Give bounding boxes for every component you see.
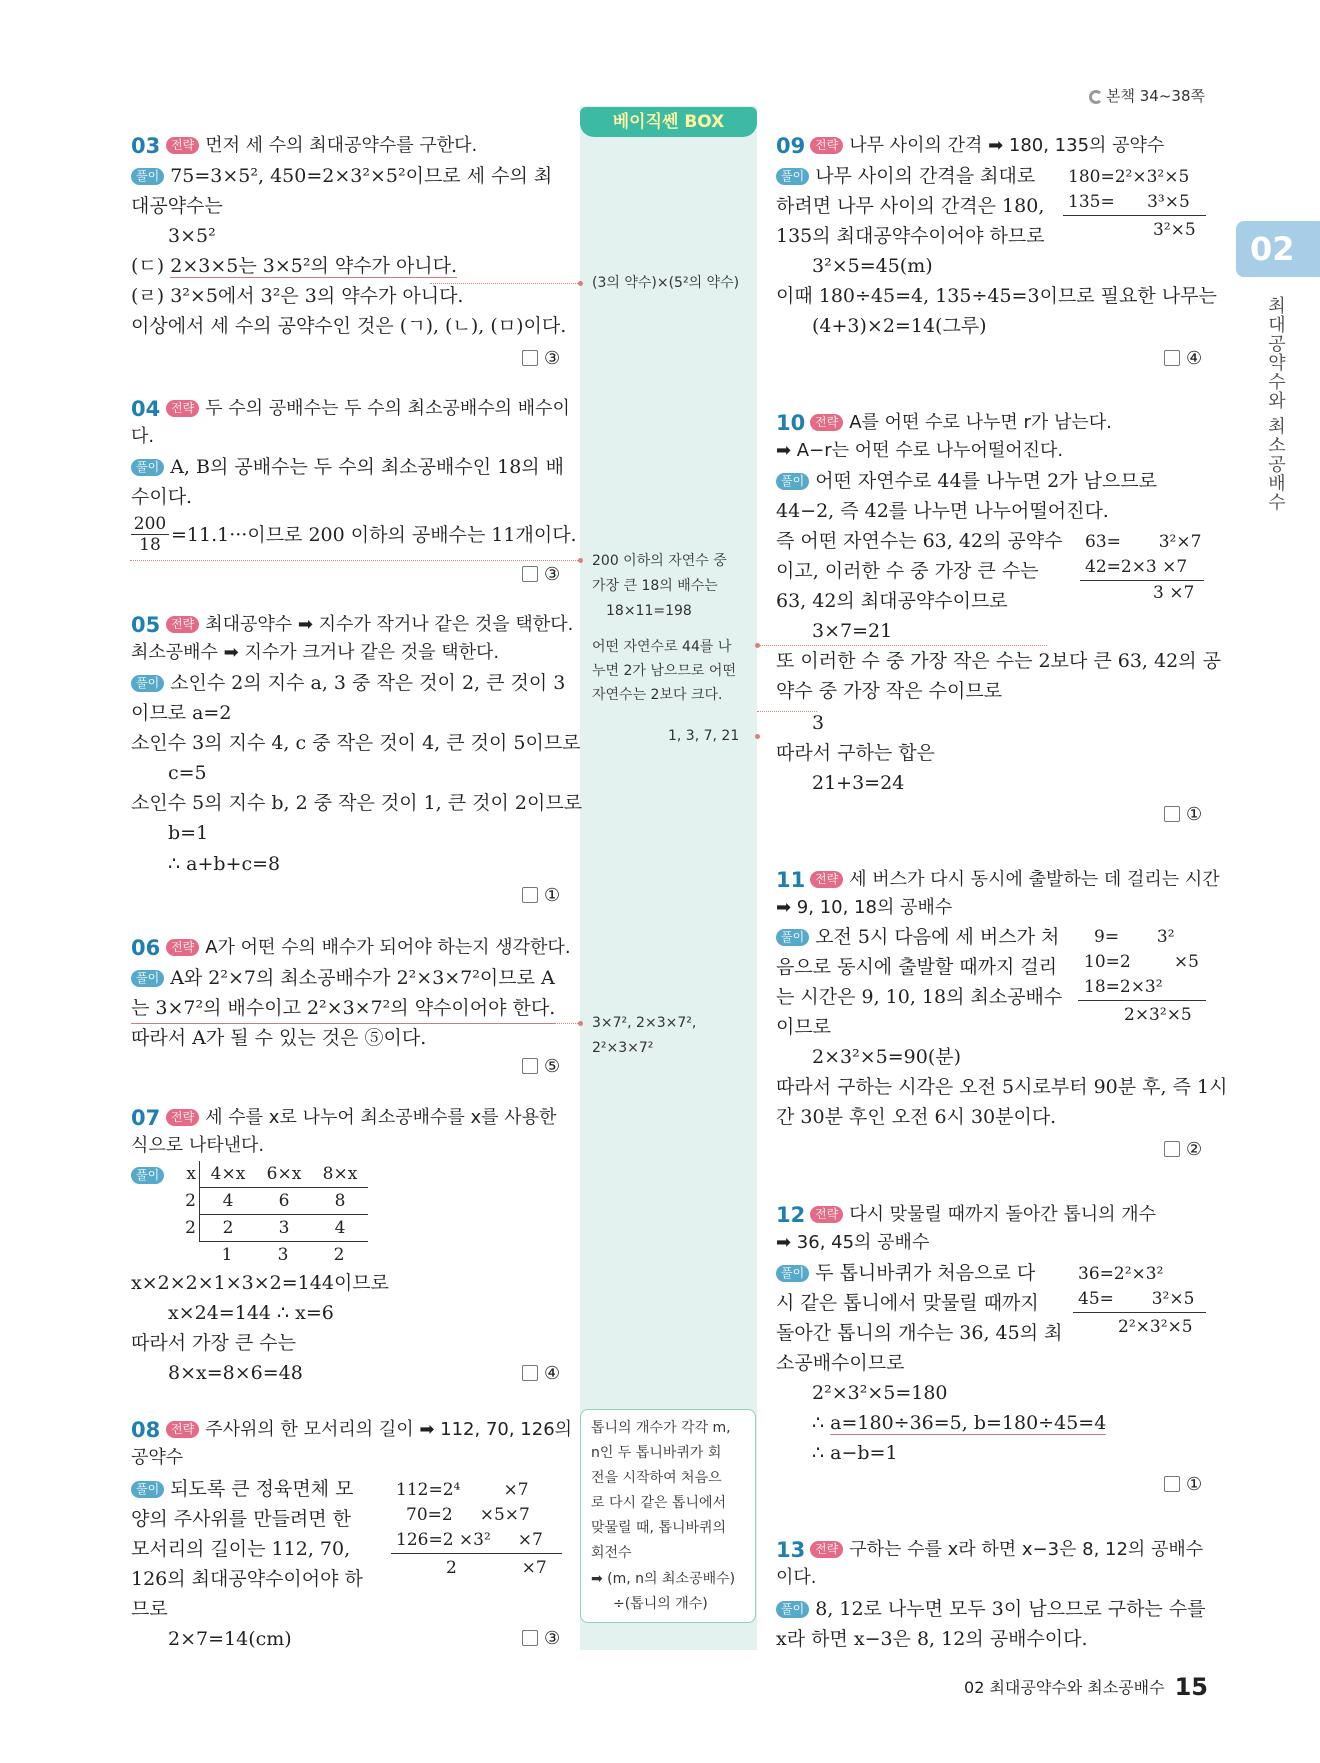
problem-08-factor1: 112=2⁴ ×7: [396, 1480, 529, 1500]
problem-04-line3: =11.1···이므로 200 이하의 공배수는 11개이다.: [171, 524, 577, 546]
problem-13-line2: x라 하면 x−3은 8, 12의 공배수이다.: [776, 1628, 1088, 1650]
answer-icon: [522, 566, 538, 582]
problem-11-line1: 풀이 오전 5시 다음에 세 버스가 처: [776, 922, 1059, 952]
problem-11-strategy: 전략 세 버스가 다시 동시에 출발하는 데 걸리는 시간: [810, 865, 1220, 895]
problem-11-line3: 는 시간은 9, 10, 18의 최소공배수: [776, 986, 1063, 1008]
problem-08-strategy-2: 공약수: [131, 1447, 184, 1468]
problem-10-line6: 3×7=21: [812, 620, 893, 642]
problem-05-line7: ∴ a+b+c=8: [168, 853, 281, 875]
problem-04-number: 04: [131, 397, 161, 421]
problem-10-line5: 63, 42의 최대공약수이므로: [776, 590, 1008, 612]
box-note-06b: 2²×3×7²: [592, 1040, 654, 1056]
problem-11-factor3: 18=2×3²: [1084, 977, 1163, 997]
problem-08-line1: 풀이 되도록 큰 정육면체 모: [131, 1474, 354, 1504]
problem-12-line1: 풀이 두 톱니바퀴가 처음으로 다: [776, 1258, 1035, 1288]
problem-05-strategy: 전략 최대공약수 ➡ 지수가 작거나 같은 것을 택한다.: [166, 610, 573, 640]
chapter-tab: 02: [1236, 221, 1320, 277]
answer-icon: [522, 1365, 538, 1381]
connector-dot-04: [578, 558, 583, 563]
problem-05-line1: 풀이 소인수 2의 지수 a, 3 중 작은 것이 2, 큰 것이 3: [131, 668, 565, 698]
box-note-10a1: 어떤 자연수로 44를 나: [592, 639, 732, 655]
box-note-12a: 톱니의 개수가 각각 m,: [591, 1420, 731, 1436]
problem-12-line4: 소공배수이므로: [776, 1352, 905, 1374]
problem-03-line6: 이상에서 세 수의 공약수인 것은 (ㄱ), (ㄴ), (ㅁ)이다.: [131, 315, 567, 337]
problem-12-strategy: 전략 다시 맞물릴 때까지 돌아간 톱니의 개수: [810, 1200, 1156, 1230]
problem-08-line3: 모서리의 길이는 112, 70,: [131, 1538, 351, 1560]
page-ref: 본책 34~38쪽: [1089, 85, 1205, 106]
problem-07-solution-badge: 풀이: [131, 1167, 164, 1184]
division-row: 2 2 3 4: [170, 1215, 368, 1242]
problem-12-line3: 돌아간 톱니의 개수는 36, 45의 최: [776, 1322, 1063, 1344]
problem-12-line7: ∴ a−b=1: [812, 1442, 898, 1464]
problem-08-line4: 126의 최대공약수이어야 하: [131, 1568, 363, 1590]
problem-07-answer: ④: [522, 1361, 560, 1387]
answer-icon: [1164, 1476, 1180, 1492]
problem-07-line1: x×2×2×1×3×2=144이므로: [131, 1272, 390, 1294]
problem-13-strategy: 전략 구하는 수를 x라 하면 x−3은 8, 12의 공배수: [810, 1535, 1203, 1565]
problem-07-division-table: [170, 1161, 368, 1268]
problem-03-number: 03: [131, 134, 161, 158]
problem-05-strategy-2: 최소공배수 ➡ 지수가 크거나 같은 것을 택한다.: [131, 642, 500, 663]
problem-13-line1: 풀이 8, 12로 나누면 모두 3이 남으므로 구하는 수를: [776, 1594, 1206, 1624]
problem-10-number: 10: [776, 411, 806, 435]
answer-icon: [522, 350, 538, 366]
problem-12-factor2: 45= 3²×5: [1078, 1289, 1195, 1309]
problem-08-line2: 양의 주사위를 만들려면 한: [131, 1508, 352, 1530]
page-footer: 02 최대공약수와 최소공배수 15: [964, 1673, 1208, 1701]
problem-10-line9: 3: [812, 712, 825, 734]
answer-icon: [522, 1630, 538, 1646]
problem-10-strategy: 전략 A를 어떤 수로 나누면 r가 남는다.: [810, 408, 1112, 438]
problem-05-line5: 소인수 5의 지수 b, 2 중 작은 것이 1, 큰 것이 2이므로: [131, 792, 583, 814]
problem-11-line6: 따라서 구하는 시각은 오전 5시로부터 90분 후, 즉 1시: [776, 1076, 1228, 1098]
box-note-10a3: 자연수는 2보다 크다.: [592, 687, 723, 703]
problem-11-factor4: 2×3²×5: [1124, 1005, 1192, 1025]
answer-icon: [522, 887, 538, 903]
problem-09-factor1: 180=2²×3²×5: [1068, 167, 1190, 187]
problem-13-strategy-2: 이다.: [776, 1567, 817, 1588]
problem-10-factor3: 3 ×7: [1153, 583, 1195, 603]
box-title: 베이직쎈 BOX: [580, 107, 757, 137]
problem-06-answer: ⑤: [522, 1054, 560, 1080]
box-note-12c: 전을 시작하여 처음으: [591, 1470, 722, 1486]
problem-07-number: 07: [131, 1106, 161, 1130]
box-note-10a2: 누면 2가 남으므로 어떤: [592, 663, 736, 679]
problem-08-number: 08: [131, 1418, 161, 1442]
problem-09-factor3: 3²×5: [1153, 220, 1196, 240]
connector-10b: [757, 711, 817, 712]
problem-12-number: 12: [776, 1203, 806, 1227]
problem-04-line1: 풀이 A, B의 공배수는 두 수의 최소공배수인 18의 배: [131, 452, 564, 482]
problem-11-factor2: 10=2 ×5: [1084, 952, 1199, 972]
division-row: x 4×x 6×x 8×x: [170, 1161, 368, 1188]
problem-05-line6: b=1: [168, 822, 209, 844]
problem-11-line2: 음으로 동시에 출발할 때까지 걸리: [776, 956, 1058, 978]
box-note-04c: 18×11=198: [606, 603, 692, 619]
problem-10-line11: 21+3=24: [812, 772, 905, 794]
connector-dot-10a: [755, 643, 760, 648]
problem-06-line2: 는 3×7²의 배수이고 2²×3×7²의 약수이어야 한다.: [131, 993, 555, 1024]
box-note-04a: 200 이하의 자연수 중: [592, 553, 727, 569]
connector-dot-06: [578, 1021, 583, 1026]
answer-icon: [1164, 806, 1180, 822]
problem-04-answer: ③: [522, 562, 560, 588]
problem-03-line4: (ㄷ) 2×3×5는 3×5²의 약수가 아니다.: [131, 255, 458, 277]
connector-04: [130, 560, 580, 561]
problem-03-line2: 대공약수는: [131, 195, 223, 217]
box-note-06a: 3×7², 2×3×7²,: [592, 1015, 697, 1031]
problem-07-strategy-2: 식으로 나타낸다.: [131, 1135, 265, 1156]
box-note-04b: 가장 큰 18의 배수는: [592, 578, 718, 594]
problem-03-strategy: 전략 먼저 세 수의 최대공약수를 구한다.: [166, 131, 477, 161]
problem-09-factor2: 135= 3³×5: [1068, 192, 1190, 212]
problem-10-line4: 이고, 이러한 수 중 가장 큰 수는: [776, 560, 1039, 582]
problem-09-line2: 하려면 나무 사이의 간격은 180,: [776, 195, 1045, 217]
problem-04-strategy: 전략 두 수의 공배수는 두 수의 최소공배수의 배수이: [166, 394, 570, 424]
problem-07-line2: x×24=144 ∴ x=6: [168, 1302, 334, 1324]
problem-06-number: 06: [131, 936, 161, 960]
box-note-12e: 맞물릴 때, 톱니바퀴의: [591, 1520, 727, 1536]
division-row: 1 3 2: [221, 1245, 345, 1265]
problem-12-line2: 시 같은 톱니에서 맞물릴 때까지: [776, 1292, 1039, 1314]
problem-11-line5: 2×3²×5=90(분): [812, 1046, 961, 1068]
problem-08-factor3: 126=2 ×3² ×7: [396, 1530, 543, 1550]
problem-12-line6: ∴ a=180÷36=5, b=180÷45=4: [812, 1412, 1107, 1434]
problem-03-answer: ③: [522, 346, 560, 372]
problem-10-line2: 44−2, 즉 42를 나누면 나누어떨어진다.: [776, 500, 1109, 522]
problem-06-strategy: 전략 A가 어떤 수의 배수가 되어야 하는지 생각한다.: [166, 933, 571, 963]
problem-04-line2: 수이다.: [131, 486, 193, 508]
problem-09-line6: (4+3)×2=14(그루): [812, 315, 987, 337]
problem-09-line4: 3²×5=45(m): [812, 255, 933, 277]
problem-09-line5: 이때 180÷45=4, 135÷45=3이므로 필요한 나무는: [776, 285, 1217, 307]
problem-10-line3: 즉 어떤 자연수는 63, 42의 공약수: [776, 530, 1063, 552]
problem-07-strategy: 전략 세 수를 x로 나누어 최소공배수를 x를 사용한: [166, 1103, 556, 1133]
problem-08-strategy: 전략 주사위의 한 모서리의 길이 ➡ 112, 70, 126의: [166, 1415, 572, 1445]
box-note-12b: n인 두 톱니바퀴가 회: [591, 1445, 722, 1461]
problem-11-strategy-2: ➡ 9, 10, 18의 공배수: [776, 897, 953, 918]
problem-12-factor1: 36=2²×3²: [1078, 1264, 1164, 1284]
box-note-12g: ➡ (m, n의 최소공배수): [591, 1571, 736, 1587]
answer-icon: [1164, 1141, 1180, 1157]
problem-06-line1: 풀이 A와 2²×7의 최소공배수가 2²×3×7²이므로 A: [131, 963, 555, 993]
problem-09-number: 09: [776, 134, 806, 158]
division-row: 2 4 6 8: [170, 1188, 368, 1215]
problem-12-answer: ①: [1164, 1472, 1202, 1498]
box-note-03: (3의 약수)×(5²의 약수): [592, 275, 740, 291]
problem-10-line8: 약수 중 가장 작은 수이므로: [776, 680, 1003, 702]
problem-09-answer: ④: [1164, 346, 1202, 372]
problem-13-number: 13: [776, 1538, 806, 1562]
problem-07-line4: 8×x=8×6=48: [168, 1362, 303, 1384]
problem-11-line7: 간 30분 후인 오전 6시 30분이다.: [776, 1106, 1057, 1128]
problem-08-line5: 므로: [131, 1598, 168, 1620]
problem-04-fraction: 200 18: [131, 514, 169, 555]
answer-icon: [1164, 350, 1180, 366]
problem-11-number: 11: [776, 868, 806, 892]
problem-05-line2: 이므로 a=2: [131, 702, 232, 724]
problem-07-line3: 따라서 가장 큰 수는: [131, 1332, 296, 1354]
problem-10-factor1: 63= 3²×7: [1085, 532, 1202, 552]
problem-05-number: 05: [131, 613, 161, 637]
problem-11-factor1: 9= 3²: [1094, 927, 1175, 947]
problem-10-strategy-2: ➡ A−r는 어떤 수로 나누어떨어진다.: [776, 440, 1064, 461]
problem-05-answer: ①: [522, 883, 560, 909]
problem-03-line3: 3×5²: [168, 225, 216, 247]
problem-12-factor3: 2²×3²×5: [1118, 1317, 1193, 1337]
problem-08-line6: 2×7=14(cm): [168, 1628, 292, 1650]
problem-09-line1: 풀이 나무 사이의 간격을 최대로: [776, 161, 1035, 191]
connector-dot-10b: [755, 734, 760, 739]
page-number: 15: [1174, 1673, 1208, 1701]
problem-08-factor2: 70=2 ×5×7: [406, 1505, 530, 1525]
problem-06-line3: 따라서 A가 될 수 있는 것은 ⑤이다.: [131, 1027, 427, 1049]
connector-dot-03: [578, 281, 583, 286]
problem-05-line4: c=5: [168, 762, 207, 784]
answer-icon: [522, 1058, 538, 1074]
problem-11-answer: ②: [1164, 1137, 1202, 1163]
problem-12-strategy-2: ➡ 36, 45의 공배수: [776, 1232, 930, 1253]
box-note-12f: 회전수: [591, 1545, 632, 1561]
chapter-title-vertical: 최대공약수와 최소공배수: [1265, 296, 1286, 512]
problem-04-strategy-2: 다.: [131, 426, 155, 447]
problem-10-answer: ①: [1164, 802, 1202, 828]
box-note-12d: 로 다시 같은 톱니에서: [591, 1495, 727, 1511]
problem-05-line3: 소인수 3의 지수 4, c 중 작은 것이 4, 큰 것이 5이므로: [131, 732, 581, 754]
box-note-12h: ÷(톱니의 개수): [613, 1596, 708, 1612]
problem-03-line1: 풀이 75=3×5², 450=2×3²×5²이므로 세 수의 최: [131, 161, 552, 191]
problem-12-line5: 2²×3²×5=180: [812, 1382, 948, 1404]
problem-10-factor2: 42=2×3 ×7: [1085, 557, 1188, 577]
problem-08-answer: ③: [522, 1626, 560, 1652]
problem-09-line3: 135의 최대공약수이어야 하므로: [776, 225, 1045, 247]
problem-03-line5: (ㄹ) 3²×5에서 3²은 3의 약수가 아니다.: [131, 285, 464, 307]
problem-10-line7: 또 이러한 수 중 가장 작은 수는 2보다 큰 63, 42의 공: [776, 650, 1221, 672]
problem-11-line4: 이므로: [776, 1016, 832, 1038]
problem-10-line1: 풀이 어떤 자연수로 44를 나누면 2가 남으므로: [776, 466, 1157, 496]
box-note-10b: 1, 3, 7, 21: [668, 728, 740, 744]
book-icon: [1089, 90, 1103, 104]
problem-09-strategy: 전략 나무 사이의 간격 ➡ 180, 135의 공약수: [810, 131, 1164, 161]
problem-08-factor4: 2 ×7: [446, 1558, 547, 1578]
problem-10-line10: 따라서 구하는 합은: [776, 742, 935, 764]
